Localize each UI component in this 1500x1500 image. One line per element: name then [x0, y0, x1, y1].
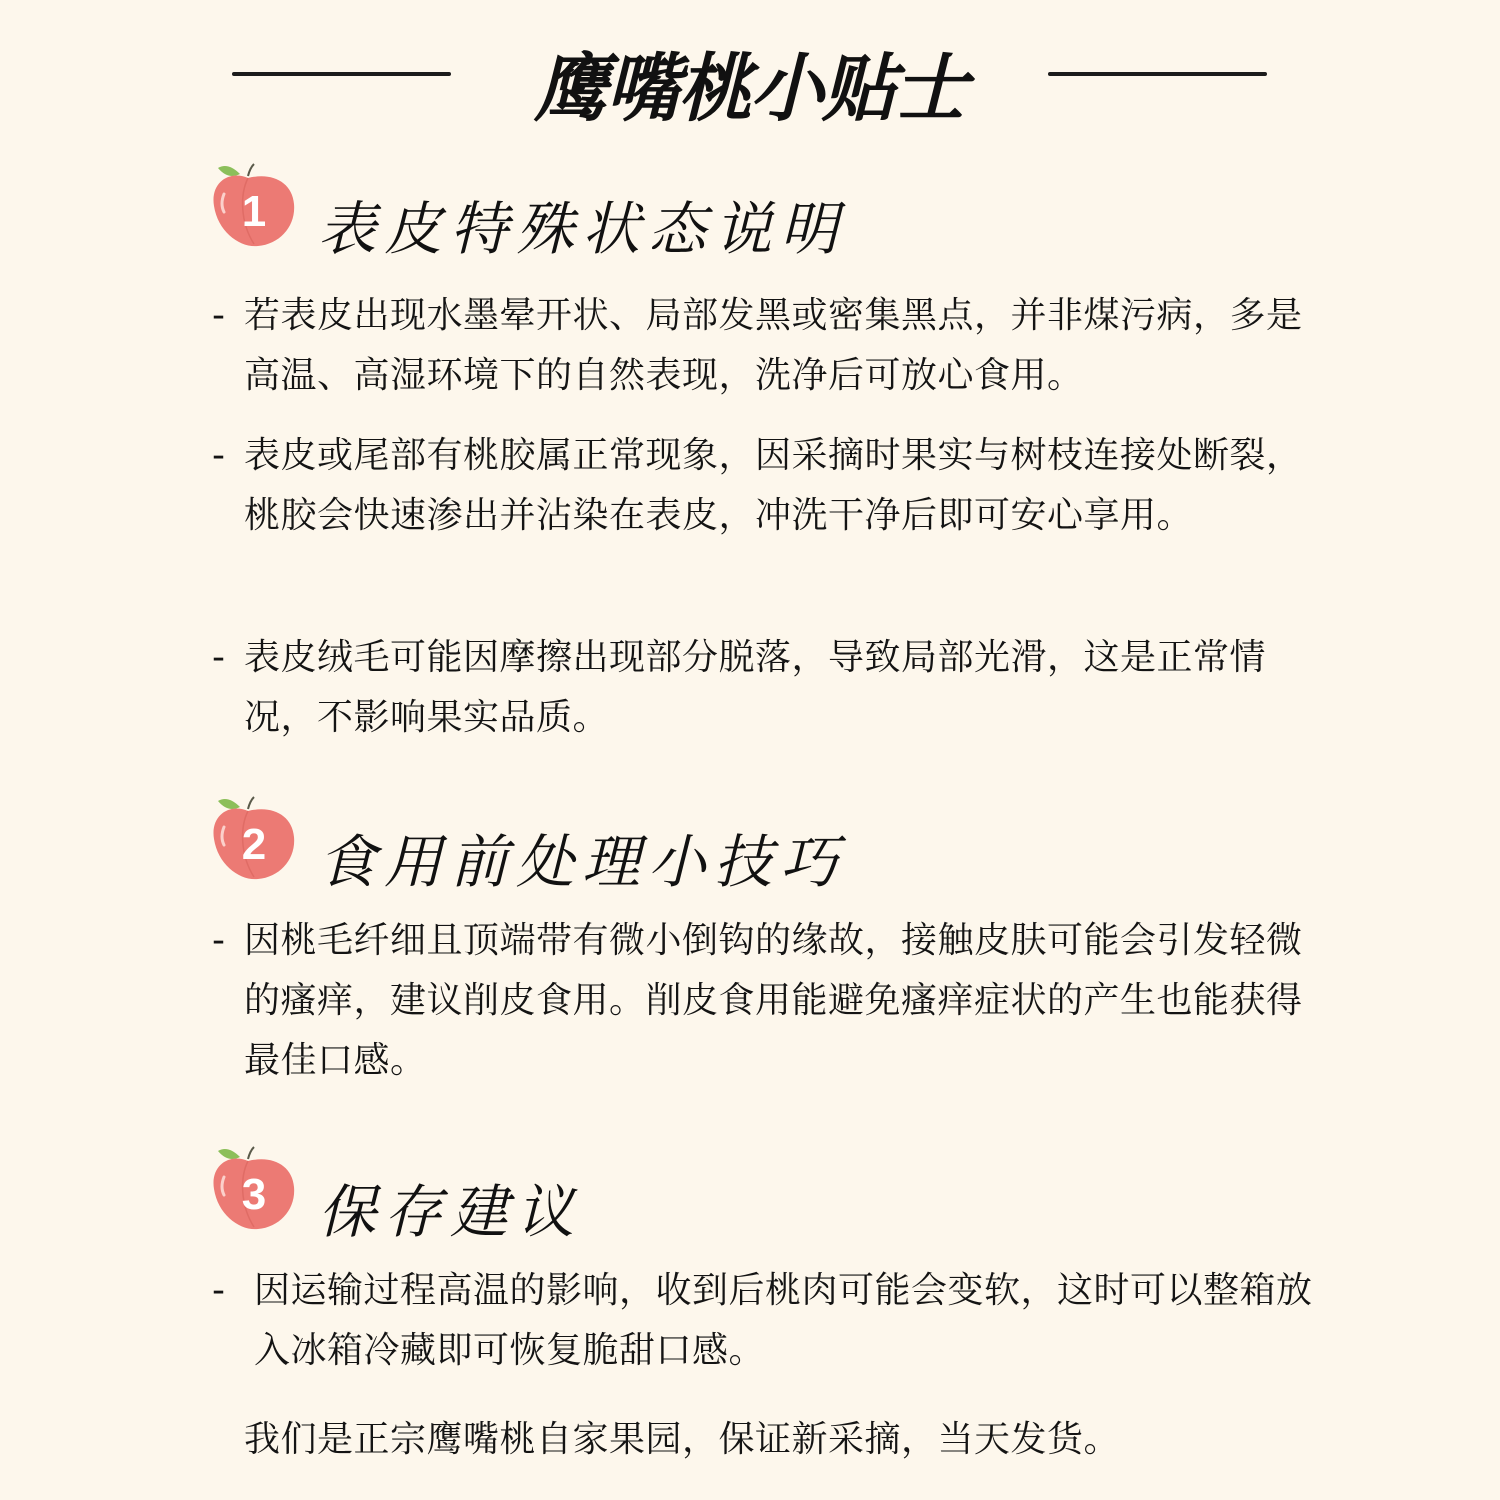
list-item — [212, 286, 1322, 406]
bullet-text: 因运输过程高温的影响，收到后桃肉可能会变软，这时可以整箱放入冰箱冷藏即可恢复脆甜口感。 — [254, 1270, 1313, 1371]
section-1-heading — [210, 160, 1110, 263]
section-title: 保存建议 — [318, 1178, 583, 1246]
list-item — [212, 628, 1322, 748]
page-header — [0, 20, 1500, 130]
footer-note: 我们是正宗鹰嘴桃自家果园，保证新采摘，当天发货。 — [244, 1419, 1121, 1460]
peach-icon — [210, 793, 300, 883]
svg-text:1: 1 — [241, 187, 267, 236]
section-title: 食用前处理小技巧 — [318, 828, 847, 896]
bullet-text: 表皮绒毛可能因摩擦出现部分脱落，导致局部光滑，这是正常情况，不影响果实品质。 — [244, 637, 1267, 738]
bullet-dash: - — [212, 920, 225, 961]
bullet-text: 因桃毛纤细且顶端带有微小倒钩的缘故，接触皮肤可能会引发轻微的瘙痒，建议削皮食用。削皮食用能避免瘙痒症状的产生也能获得最佳口感。 — [244, 920, 1303, 1081]
bullet-dash: - — [212, 295, 225, 336]
header-divider-right — [1048, 72, 1267, 76]
svg-text:3: 3 — [241, 1170, 267, 1219]
bullet-text: 表皮或尾部有桃胶属正常现象，因采摘时果实与树枝连接处断裂，桃胶会快速渗出并沾染在表皮，冲洗干净后即可安心享用。 — [244, 435, 1303, 536]
page-title: 鹰嘴桃小贴士 — [534, 46, 966, 132]
section-title: 表皮特殊状态说明 — [318, 195, 847, 263]
section-2-heading — [210, 793, 1110, 896]
bullet-dash: - — [212, 637, 225, 678]
bullet-text: 若表皮出现水墨晕开状、局部发黑或密集黑点，并非煤污病，多是高温、高湿环境下的自然表现，洗净后可放心食用。 — [244, 295, 1303, 396]
section-3-heading — [210, 1143, 1110, 1246]
peach-icon — [210, 1143, 300, 1233]
peach-icon — [210, 160, 300, 250]
list-item — [212, 1261, 1322, 1381]
svg-text:2: 2 — [241, 820, 267, 869]
list-item — [212, 911, 1322, 1091]
bullet-dash: - — [212, 435, 225, 476]
list-item — [212, 426, 1322, 546]
header-divider-left — [232, 72, 451, 76]
bullet-dash: - — [212, 1270, 225, 1311]
